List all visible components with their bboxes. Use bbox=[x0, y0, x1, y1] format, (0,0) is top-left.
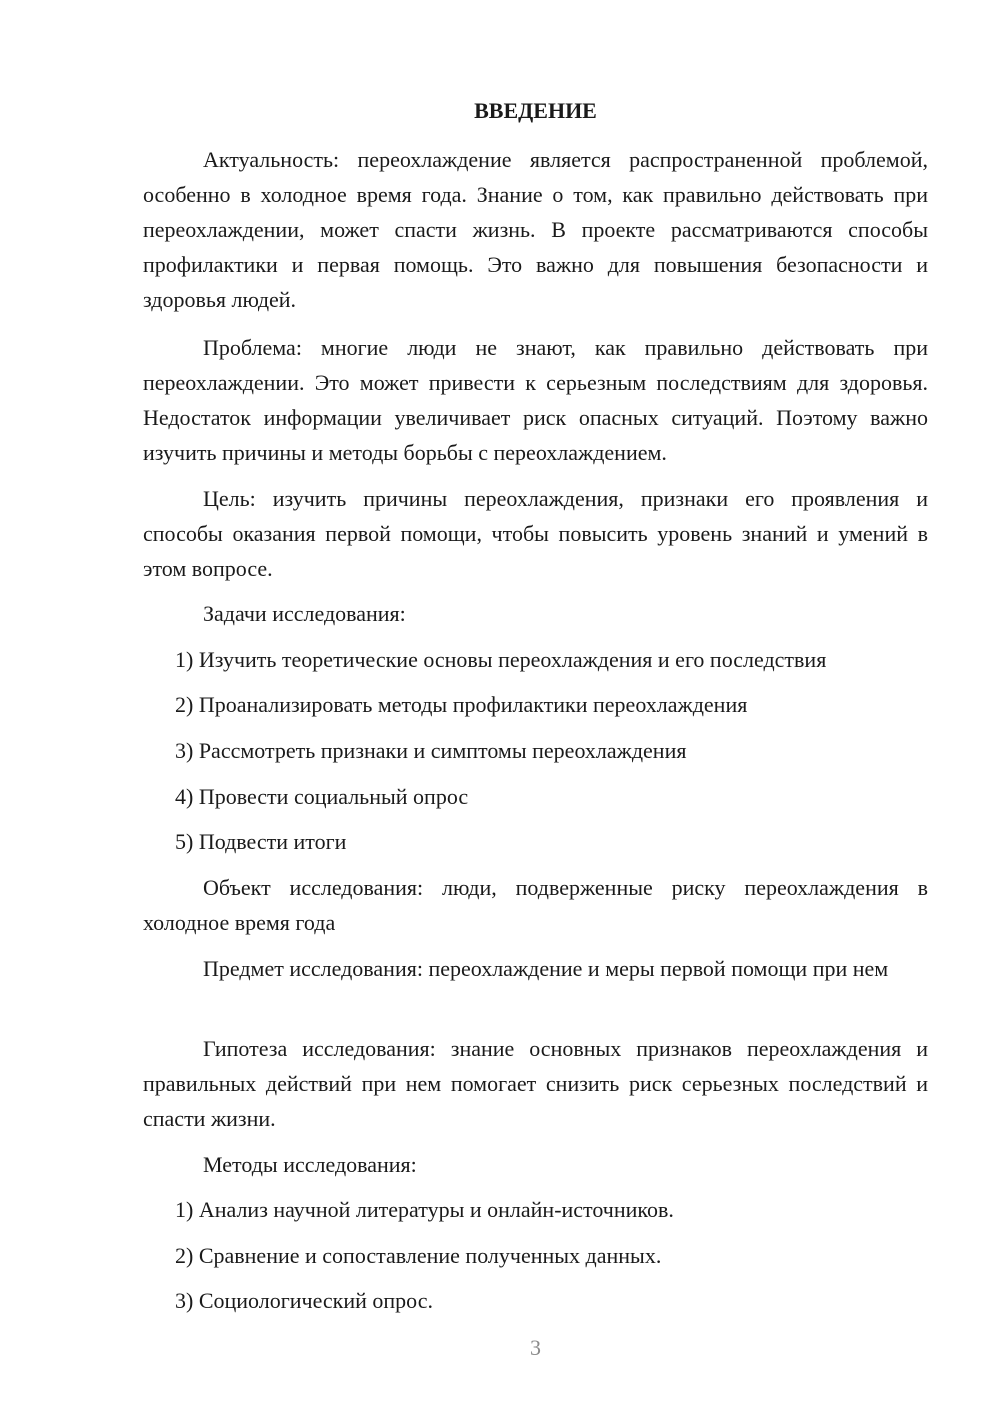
problem-text: Проблема: многие люди не знают, как правильно действовать при переохлаждении. Это может привести к серьезным последствиям для здоровья. Недостаток информации увеличивает риск опасных ситуаций. Поэтому важно изучить причины и методы борьбы с переохлаждением. bbox=[143, 335, 928, 465]
methods-heading: Методы исследования: bbox=[203, 1152, 417, 1177]
task-item: 2) Проанализировать методы профилактики переохлаждения bbox=[175, 692, 748, 717]
subject-text: Предмет исследования: переохлаждение и меры первой помощи при нем bbox=[203, 956, 889, 981]
object-paragraph bbox=[143, 870, 928, 940]
task-item: 4) Провести социальный опрос bbox=[175, 784, 469, 809]
method-item: 2) Сравнение и сопоставление полученных данных. bbox=[175, 1243, 662, 1268]
tasks-heading: Задачи исследования: bbox=[203, 601, 406, 626]
object-text: Объект исследования: люди, подверженные риску переохлаждения в холодное время года bbox=[143, 875, 928, 935]
relevance-text: Актуальность: переохлаждение является распространенной проблемой, особенно в холодное время года. Знание о том, как правильно действовать при переохлаждении, может спасти жизнь. В проекте рассматриваются способы профилактики и первая помощь. Это важно для повышения безопасности и здоровья людей. bbox=[143, 147, 928, 312]
subject-paragraph bbox=[143, 951, 928, 986]
task-item: 5) Подвести итоги bbox=[175, 829, 347, 854]
document-page bbox=[143, 0, 928, 1414]
section-title: ВВЕДЕНИЕ bbox=[474, 98, 597, 123]
task-item: 3) Рассмотреть признаки и симптомы переохлаждения bbox=[175, 738, 687, 763]
page-number: 3 bbox=[530, 1335, 541, 1360]
hypothesis-paragraph bbox=[143, 1031, 928, 1136]
problem-paragraph bbox=[143, 330, 928, 470]
goal-text: Цель: изучить причины переохлаждения, признаки его проявления и способы оказания первой помощи, чтобы повысить уровень знаний и умений в этом вопросе. bbox=[143, 486, 928, 581]
method-item: 3) Социологический опрос. bbox=[175, 1288, 433, 1313]
method-item: 1) Анализ научной литературы и онлайн-источников. bbox=[175, 1197, 674, 1222]
goal-paragraph bbox=[143, 481, 928, 586]
task-item: 1) Изучить теоретические основы переохлаждения и его последствия bbox=[175, 647, 827, 672]
relevance-paragraph bbox=[143, 142, 928, 317]
hypothesis-text: Гипотеза исследования: знание основных признаков переохлаждения и правильных действий при нем помогает снизить риск серьезных последствий и спасти жизни. bbox=[143, 1036, 928, 1131]
